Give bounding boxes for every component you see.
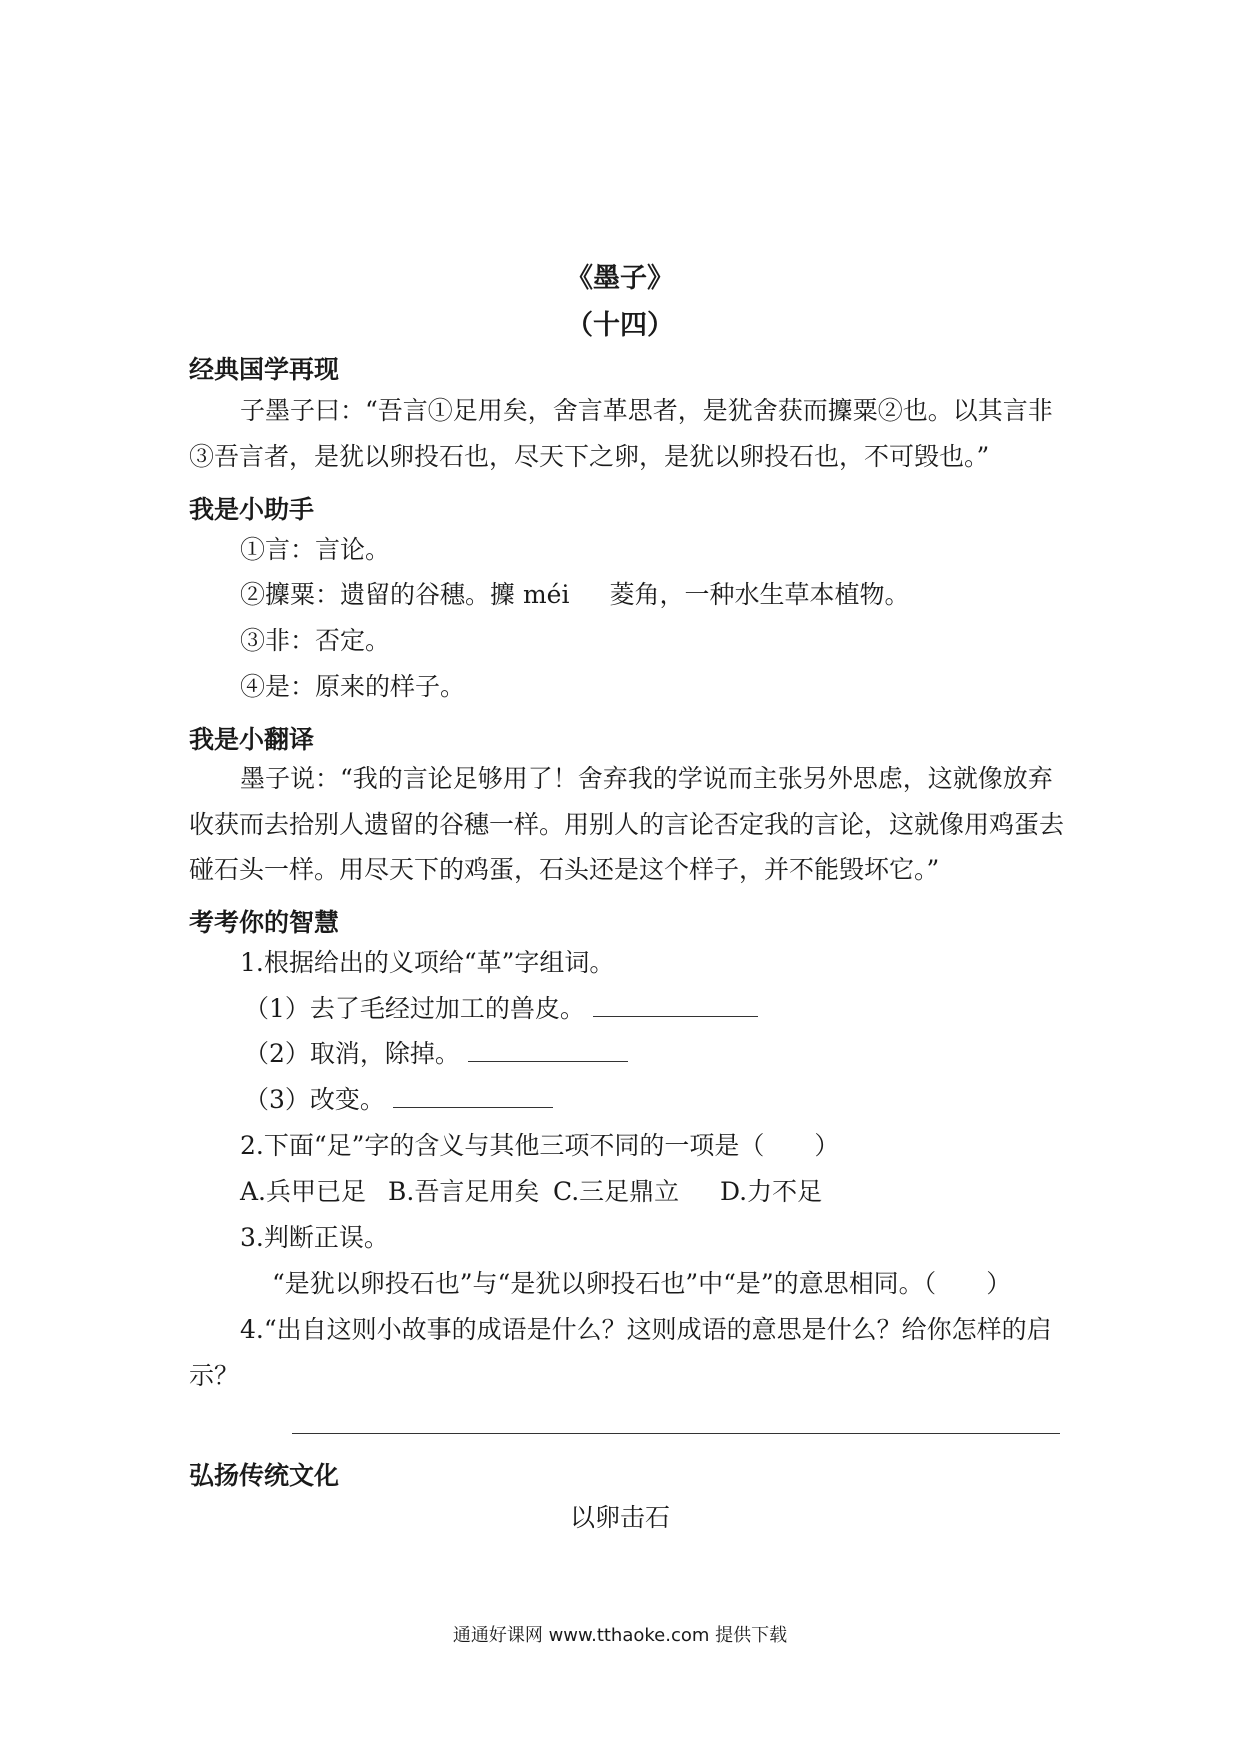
note-4: ④是：原来的样子。 [240,672,466,701]
question-3: 3.判断正误。 [240,1223,389,1252]
section-heading-classic: 经典国学再现 [189,355,340,384]
section-heading-culture: 弘扬传统文化 [189,1461,340,1490]
original-text-line-1: 子墨子曰：“吾言①足用矣，舍言革思者，是犹舍获而攈粟②也。以其言非 [240,396,1053,425]
question-4-line-1: 4.“出自这则小故事的成语是什么？这则成语的意思是什么？给你怎样的启 [240,1315,1052,1344]
question-1-a-text: （1）去了毛经过加工的兽皮。 [244,994,585,1023]
question-1-b [244,1041,628,1066]
question-2 [240,1133,839,1158]
culture-story-title: 以卵击石 [569,1503,670,1532]
question-1-a [244,996,758,1021]
translation-line-2: 收获而去拾别人遗留的谷穗一样。用别人的言论否定我的言论，这就像用鸡蛋去 [189,810,1065,839]
option-a: A.兵甲已足 [240,1177,367,1206]
note-2 [240,582,909,607]
question-2-close: ） [814,1131,840,1160]
note-1: ①言：言论。 [240,535,391,564]
question-3-text: “是犹以卵投石也”与“是犹以卵投石也”中“是”的意思相同。（ [272,1269,937,1298]
note-2-part-a: ②攈粟：遗留的谷穗。攈 méi [240,580,570,609]
question-1-c [244,1087,553,1112]
option-b: B.吾言足用矣 [388,1177,540,1206]
answer-blank-1c[interactable] [393,1107,553,1108]
document-title: 《墨子》 [566,263,674,294]
note-2-part-b: 菱角，一种水生草本植物。 [609,580,910,609]
section-heading-helper: 我是小助手 [189,495,315,524]
document-subtitle: （十四） [566,310,674,341]
question-4-line-2: 示？ [189,1361,240,1390]
footer-credit: 通通好课网 www.tthaoke.com 提供下载 [452,1625,788,1646]
question-1-b-text: （2）取消，除掉。 [244,1039,460,1068]
original-text-line-2: ③吾言者，是犹以卵投石也，尽天下之卵，是犹以卵投石也，不可毁也。” [189,442,990,471]
answer-blank-1b[interactable] [468,1061,628,1062]
translation-line-3: 碰石头一样。用尽天下的鸡蛋，石头还是这个样子，并不能毁坏它。” [189,855,940,884]
answer-blank-1a[interactable] [593,1016,758,1017]
question-1: 1.根据给出的义项给“革”字组词。 [240,948,615,977]
question-2-text: 2.下面“足”字的含义与其他三项不同的一项是（ [240,1131,765,1160]
translation-line-1: 墨子说：“我的言论足够用了！舍弃我的学说而主张另外思虑，这就像放弃 [240,764,1053,793]
section-heading-translation: 我是小翻译 [189,725,315,754]
answer-line-4[interactable] [292,1433,1060,1434]
option-d: D.力不足 [720,1177,823,1206]
question-2-options [240,1179,822,1204]
option-c: C.三足鼎立 [553,1177,680,1206]
question-3-close: ） [986,1269,1012,1298]
question-1-c-text: （3）改变。 [244,1085,385,1114]
question-3-statement [272,1271,1011,1296]
note-3: ③非：否定。 [240,626,391,655]
section-heading-quiz: 考考你的智慧 [189,908,340,937]
